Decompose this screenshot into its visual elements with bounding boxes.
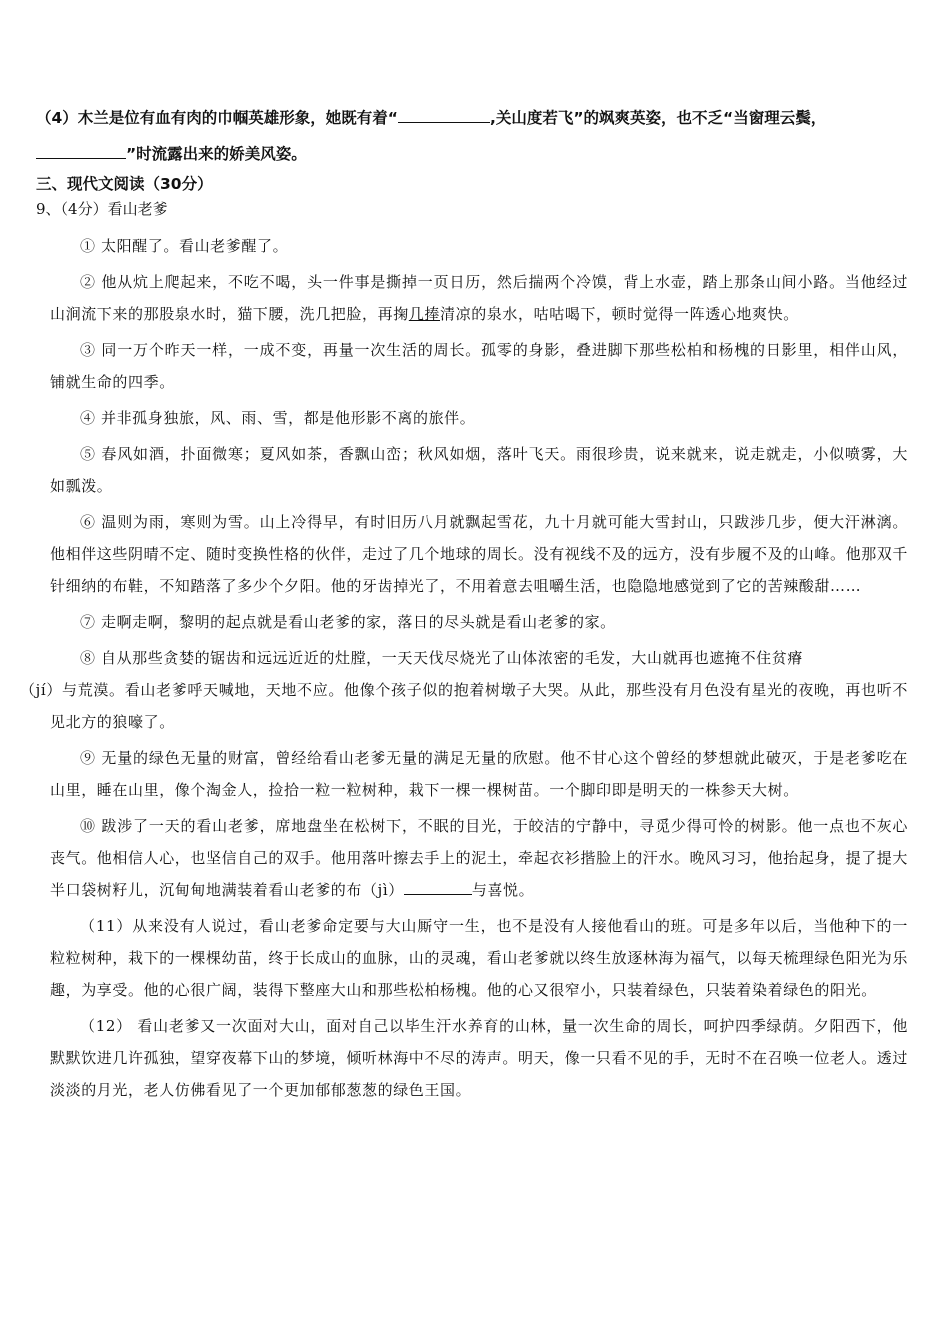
paragraph-8 <box>20 642 908 738</box>
paragraph-10-blank[interactable] <box>404 880 472 895</box>
paragraph-10-text-a: ⑩ 跋涉了一天的看山老爹，席地盘坐在松树下，不眠的目光，于皎洁的宁静中，寻觅少得可怜的树影。他一点也不灰心丧气。他相信人心，也坚信自己的双手。他用落叶擦去手上的泥土，牵起衣衫揩脸上的汗水。晚风习习，他抬起身，提了提大半口袋树籽儿，沉甸甸地满装着看山老爹的布（jì） <box>50 817 909 899</box>
paragraph-9: ⑨ 无量的绿色无量的财富，曾经给看山老爹无量的满足无量的欣慰。他不甘心这个曾经的梦想就此破灭，于是老爹吃在山里，睡在山里，像个淘金人，捡拾一粒一粒树种，栽下一棵一棵树苗。一个脚印即是明天的一株参天大树。 <box>50 749 908 799</box>
paragraph-8-text-b: （jí）与荒漠。看山老爹呼天喊地，天地不应。他像个孩子似的抱着树墩子大哭。从此，那些没有月色没有星光的夜晚，再也听不见北方的狼嚎了。 <box>20 681 908 731</box>
section-title: 三、现代文阅读（30分） <box>36 175 213 193</box>
q4-blank-2[interactable] <box>36 140 126 159</box>
paragraph-10 <box>50 810 908 906</box>
paragraph-2-text-b: 清凉的泉水，咕咕喝下，顿时觉得一阵透心地爽快。 <box>440 305 799 323</box>
paragraph-5: ⑤ 春风如酒，扑面微寒；夏风如茶，香飘山峦；秋风如烟，落叶飞天。雨很珍贵，说来就来，说走就走，小似喷雾，大如瓢泼。 <box>50 445 908 495</box>
paragraph-4: ④ 并非孤身独旅，风、雨、雪，都是他形影不离的旅伴。 <box>80 409 476 427</box>
paragraph-8-text-a: ⑧ 自从那些贪婪的锯齿和远远近近的灶膛，一天天伐尽烧光了山体浓密的毛发，大山就再也遮掩不住贫瘠 <box>80 649 803 667</box>
q4-blank-1[interactable] <box>398 104 490 123</box>
underlined-word: 几捧 <box>408 305 441 323</box>
question-9-heading: 9、（4分）看山老爹 <box>36 200 168 218</box>
q4-text-1: （4）木兰是位有血有肉的巾帼英雄形象，她既有着“ <box>36 109 398 127</box>
paragraph-7: ⑦ 走啊走啊，黎明的起点就是看山老爹的家，落日的尽头就是看山老爹的家。 <box>80 613 616 631</box>
paragraph-10-text-b: 与喜悦。 <box>471 881 535 899</box>
paragraph-3: ③ 同一万个昨天一样，一成不变，再量一次生活的周长。孤零的身影，叠进脚下那些松柏和杨槐的日影里，相伴山风，铺就生命的四季。 <box>50 341 908 391</box>
paragraph-1: ① 太阳醒了。看山老爹醒了。 <box>80 237 289 255</box>
question-4-fill-blank <box>36 100 926 172</box>
q4-text-2: ,关山度若飞”的飒爽英姿，也不乏“当窗理云鬓， <box>489 109 827 127</box>
q4-text-3: ”时流露出来的娇美风姿。 <box>126 145 307 163</box>
paragraph-11: （11）从来没有人说过，看山老爹命定要与大山厮守一生，也不是没有人接他看山的班。可是多年以后，当他种下的一粒粒树种，栽下的一棵棵幼苗，终于长成山的血脉，山的灵魂，看山老爹就以终生放逐林海为福气，以每天梳理绿色阳光为乐趣，为享受。他的心很广阔，装得下整座大山和那些松柏杨槐。他的心又很窄小，只装着绿色，只装着染着绿色的阳光。 <box>50 917 909 999</box>
paragraph-6: ⑥ 温则为雨，寒则为雪。山上冷得早，有时旧历八月就飘起雪花，九十月就可能大雪封山，只跋涉几步，便大汗淋漓。他相伴这些阴晴不定、随时变换性格的伙伴，走过了几个地球的周长。没有视线不及的远方，没有步履不及的山峰。他那双千针细纳的布鞋，不知踏落了多少个夕阳。他的牙齿掉光了，不用着意去咀嚼生活，也隐隐地感觉到了它的苦辣酸甜…… <box>50 513 909 595</box>
reading-passage <box>20 230 909 1110</box>
paragraph-2 <box>50 266 908 330</box>
paragraph-12: （12） 看山老爹又一次面对大山，面对自己以毕生汗水养育的山林，量一次生命的周长，呵护四季绿荫。夕阳西下，他默默饮进几许孤独，望穿夜幕下山的梦境，倾听林海中不尽的涛声。明天，像一只看不见的手，无时不在召唤一位老人。透过淡淡的月光，老人仿佛看见了一个更加郁郁葱葱的绿色王国。 <box>50 1017 909 1099</box>
paragraph-2-text-a: ② 他从炕上爬起来，不吃不喝，头一件事是撕掉一页日历，然后揣两个冷馍，背上水壶，踏上那条山间小路。当他经过山涧流下来的那股泉水时，猫下腰，洗几把脸，再掬 <box>50 273 908 323</box>
